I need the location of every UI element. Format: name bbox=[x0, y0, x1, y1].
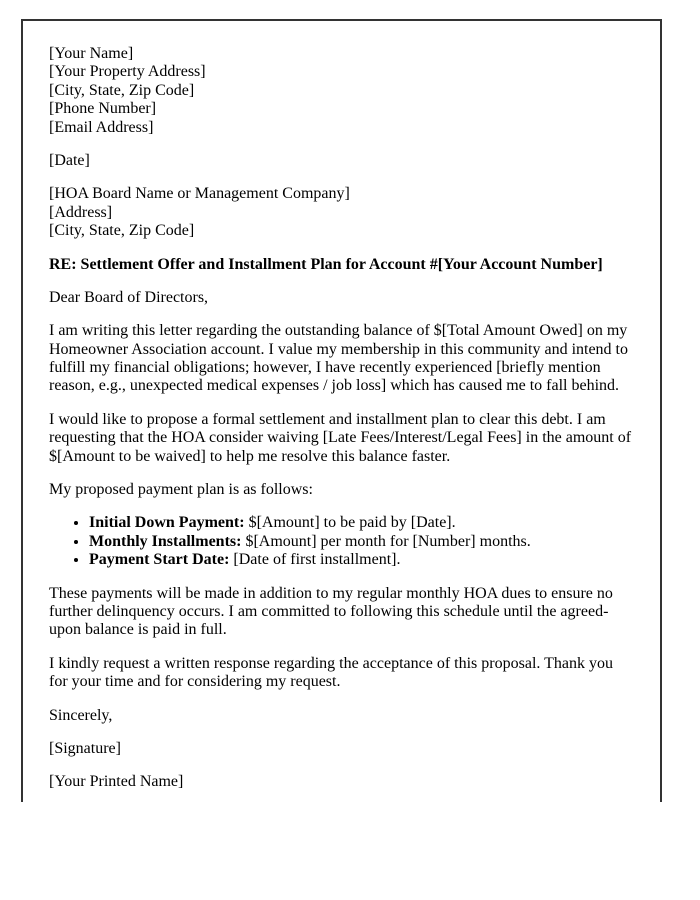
paragraph-settlement-proposal: I would like to propose a formal settlement and installment plan to clear this debt. I am requesting that the HOA consider waiving [Late Fees/Interest/Legal Fees] in the amount of $[Amount to be waived] to help me resolve this balance faster. bbox=[49, 410, 632, 465]
sender-property-address-line: [Your Property Address] bbox=[49, 63, 206, 81]
payment-start-date-label: Payment Start Date: bbox=[89, 551, 230, 569]
paragraph-request-response: I kindly request a written response regarding the acceptance of this proposal. Thank you for your time and for considering my request. bbox=[49, 654, 613, 691]
recipient-address-block bbox=[49, 185, 632, 240]
sender-city-state-zip-line: [City, State, Zip Code] bbox=[49, 81, 195, 99]
list-item-payment-start-date bbox=[89, 551, 632, 569]
date-line: [Date] bbox=[49, 151, 90, 169]
sender-address-block bbox=[49, 45, 632, 137]
paragraph-outstanding-balance: I am writing this letter regarding the outstanding balance of $[Total Amount Owed] on my Homeowner Association account. I value my membership in this community and intend to fulfill my financial obligations; however, I have recently experienced [briefly mention reason, e.g., unexpected medical expenses / job loss] which has caused me to fall behind. bbox=[49, 322, 628, 395]
letter-frame bbox=[21, 19, 662, 802]
printed-name-placeholder: [Your Printed Name] bbox=[49, 773, 184, 791]
recipient-name-line: [HOA Board Name or Management Company] bbox=[49, 185, 350, 203]
sender-email-line: [Email Address] bbox=[49, 118, 154, 136]
paragraph-plan-intro: My proposed payment plan is as follows: bbox=[49, 481, 313, 499]
list-item-down-payment bbox=[89, 514, 632, 532]
payment-start-date-text: [Date of first installment]. bbox=[229, 551, 401, 569]
closing: Sincerely, bbox=[49, 706, 113, 724]
monthly-installments-label: Monthly Installments: bbox=[89, 532, 242, 550]
signature-placeholder: [Signature] bbox=[49, 739, 121, 757]
down-payment-label: Initial Down Payment: bbox=[89, 514, 245, 532]
sender-name-line: [Your Name] bbox=[49, 45, 134, 62]
down-payment-text: $[Amount] to be paid by [Date]. bbox=[244, 514, 456, 532]
monthly-installments-text: $[Amount] per month for [Number] months. bbox=[241, 532, 531, 550]
salutation: Dear Board of Directors, bbox=[49, 288, 209, 306]
list-item-monthly-installments bbox=[89, 533, 632, 551]
payment-plan-list bbox=[49, 514, 632, 569]
paragraph-commitment: These payments will be made in addition to my regular monthly HOA dues to ensure no further delinquency occurs. I am committed to following this schedule until the agreed-upon balance is paid in full. bbox=[49, 584, 613, 639]
recipient-city-state-zip-line: [City, State, Zip Code] bbox=[49, 222, 195, 240]
recipient-address-line: [Address] bbox=[49, 203, 113, 221]
subject-line: RE: Settlement Offer and Installment Plan for Account #[Your Account Number] bbox=[49, 255, 603, 273]
sender-phone-line: [Phone Number] bbox=[49, 100, 157, 118]
